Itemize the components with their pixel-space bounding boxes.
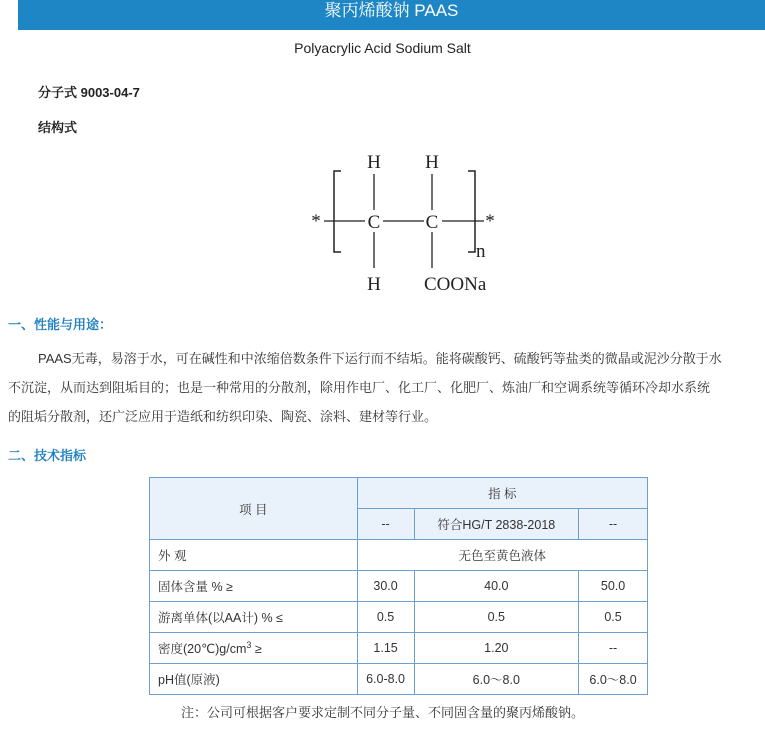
structure-label: 结构式 bbox=[38, 120, 78, 135]
index-header: 指 标 bbox=[357, 478, 647, 509]
table-row-solid-content bbox=[150, 571, 648, 602]
density-label-superscript: 3 bbox=[246, 639, 252, 650]
paragraph-line-3: 的阻垢分散剂，还广泛应用于造纸和纺织印染、陶瓷、涂料、建材等行业。 bbox=[8, 409, 438, 424]
paragraph-line-2: 不沉淀，从而达到阻垢目的；也是一种常用的分散剂，除用作电厂、化工厂、化肥厂、炼油厂和空调系统等循环冷却水系统 bbox=[8, 380, 711, 395]
page-title-bar bbox=[18, 0, 765, 30]
row-label: 游离单体(以AA计) % ≤ bbox=[150, 602, 358, 633]
row-value: 0.5 bbox=[357, 602, 414, 633]
row-label: pH值(原液) bbox=[150, 664, 358, 695]
english-name: Polyacrylic Acid Sodium Salt bbox=[294, 40, 471, 56]
table-row-appearance bbox=[150, 540, 648, 571]
repeat-n: n bbox=[476, 241, 486, 262]
row-value: 6.0～8.0 bbox=[414, 664, 579, 695]
row-value: 50.0 bbox=[579, 571, 648, 602]
table-row-density bbox=[150, 633, 648, 664]
molecular-formula-label: 分子式 9003-04-7 bbox=[38, 85, 140, 100]
item-header: 项 目 bbox=[150, 478, 358, 540]
row-label: 固体含量 % ≥ bbox=[150, 571, 358, 602]
paragraph-line-1: PAAS无毒，易溶于水，可在碱性和中浓缩倍数条件下运行而不结垢。能将碳酸钙、硫酸钙等盐类的微晶或泥沙分散于水 bbox=[38, 351, 722, 366]
atom-h-bottom: H bbox=[367, 274, 381, 295]
properties-paragraph bbox=[8, 344, 765, 431]
bracket-left bbox=[334, 171, 341, 252]
row-merged-value: 无色至黄色液体 bbox=[357, 540, 647, 571]
atom-h-top-1: H bbox=[367, 152, 381, 173]
row-value: 30.0 bbox=[357, 571, 414, 602]
table-row-ph bbox=[150, 664, 648, 695]
row-value: -- bbox=[579, 633, 648, 664]
section-properties-heading: 一、性能与用途： bbox=[8, 317, 113, 332]
sub-header-3: -- bbox=[579, 509, 648, 540]
table-header-row bbox=[150, 478, 648, 509]
row-value: 0.5 bbox=[579, 602, 648, 633]
density-label-suffix: ≥ bbox=[251, 642, 262, 656]
row-value: 40.0 bbox=[414, 571, 579, 602]
table-row-free-monomer bbox=[150, 602, 648, 633]
structural-formula bbox=[0, 140, 765, 300]
page-title: 聚丙烯酸钠 PAAS bbox=[324, 1, 459, 20]
row-value: 6.0-8.0 bbox=[357, 664, 414, 695]
spec-table bbox=[149, 477, 648, 695]
row-value: 1.20 bbox=[414, 633, 579, 664]
bracket-right bbox=[468, 171, 475, 252]
atom-h-top-2: H bbox=[425, 152, 439, 173]
atom-c1: C bbox=[367, 212, 381, 233]
star-right: * bbox=[485, 211, 495, 232]
sub-header-1: -- bbox=[357, 509, 414, 540]
row-value: 6.0～8.0 bbox=[579, 664, 648, 695]
row-label: 外 观 bbox=[150, 540, 358, 571]
density-label-text: 密度(20℃)g/cm bbox=[158, 642, 247, 656]
row-value: 1.15 bbox=[357, 633, 414, 664]
sub-header-2: 符合HG/T 2838-2018 bbox=[414, 509, 579, 540]
row-label bbox=[150, 633, 358, 664]
row-value: 0.5 bbox=[414, 602, 579, 633]
footnote: 注：公司可根据客户要求定制不同分子量、不同固含量的聚丙烯酸钠。 bbox=[180, 705, 584, 720]
group-coona: COONa bbox=[424, 274, 487, 295]
section-spec-heading: 二、技术指标 bbox=[8, 448, 87, 463]
atom-c2: C bbox=[425, 212, 439, 233]
star-left: * bbox=[311, 211, 321, 232]
